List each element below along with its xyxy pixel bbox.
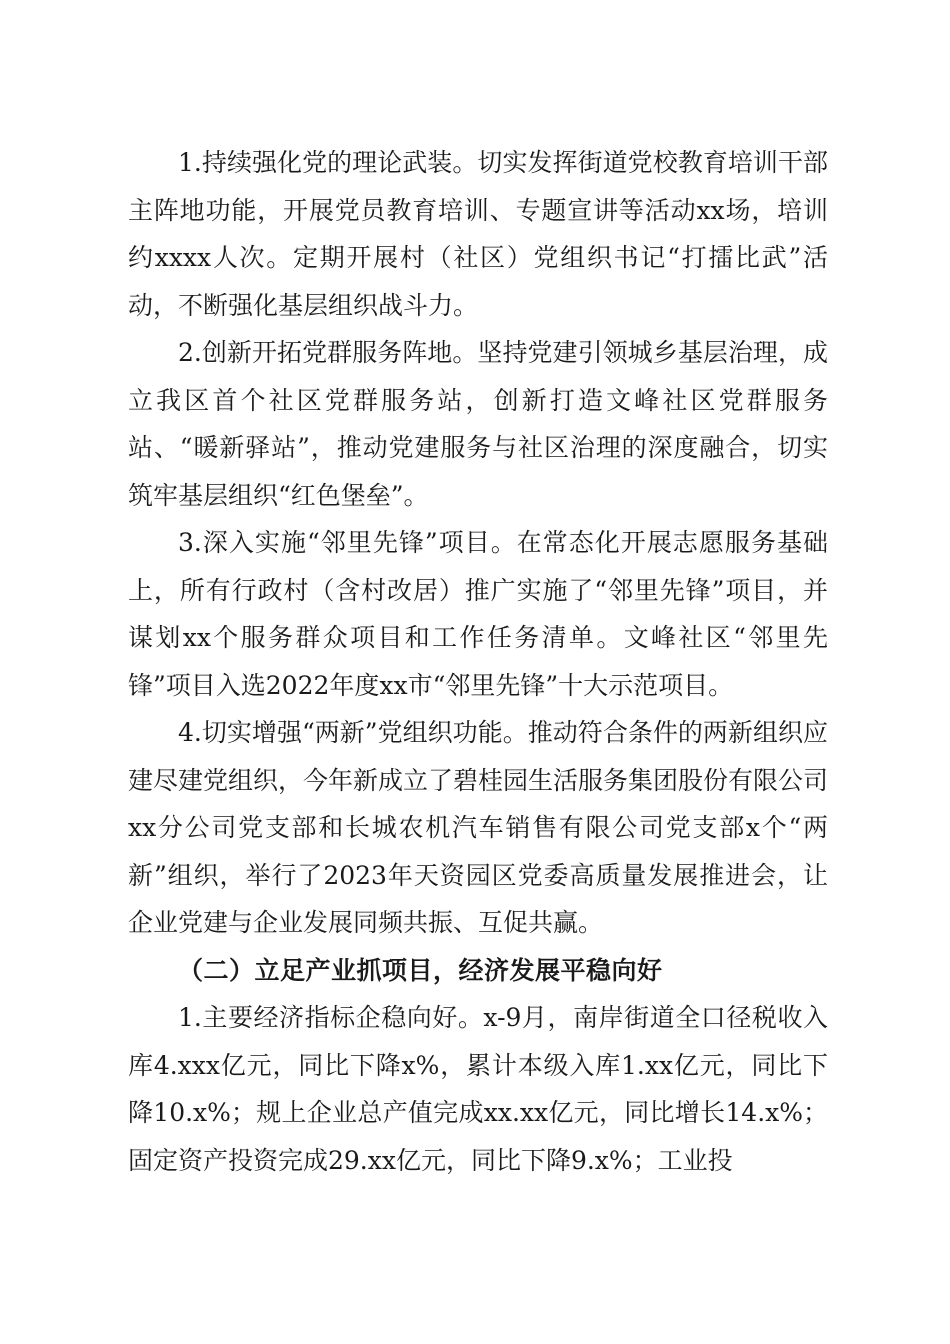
paragraph-two-new-organizations: 4.切实增强“两新”党组织功能。推动符合条件的两新组织应建尽建党组织，今年新成立了碧桂园生活服务集团股份有限公司xx分公司党支部和长城农机汽车销售有限公司党支部x个“两新”组织，举行了2023年天资园区党委高质量发展推进会，让企业党建与企业发展同频共振、互促共赢。 bbox=[128, 718, 829, 937]
paragraph-party-theory: 1.持续强化党的理论武装。切实发挥街道党校教育培训干部主阵地功能，开展党员教育培训、专题宣讲等活动xx场，培训约xxxx人次。定期开展村（社区）党组织书记“打擂比武”活动，不断强化基层组织战斗力。 bbox=[128, 148, 828, 320]
document-body bbox=[128, 139, 828, 1184]
paragraph-economic-indicators: 1.主要经济指标企稳向好。x-9月，南岸街道全口径税收入库4.xxx亿元，同比下降x%，累计本级入库1.xx亿元，同比下降10.x%；规上企业总产值完成xx.xx亿元，同比增长14.x%；固定资产投资完成29.xx亿元，同比下降9.x%；工业投 bbox=[128, 1003, 828, 1175]
section-heading: （二）立足产业抓项目，经济发展平稳向好 bbox=[178, 955, 663, 985]
paragraph-service-stations: 2.创新开拓党群服务阵地。坚持党建引领城乡基层治理，成立我区首个社区党群服务站，创新打造文峰社区党群服务站、“暖新驿站”，推动党建服务与社区治理的深度融合，切实筑牢基层组织“红色堡垒”。 bbox=[128, 338, 828, 510]
paragraph-neighborhood-pioneer: 3.深入实施“邻里先锋”项目。在常态化开展志愿服务基础上，所有行政村（含村改居）推广实施了“邻里先锋”项目，并谋划xx个服务群众项目和工作任务清单。文峰社区“邻里先锋”项目入选2022年度xx市“邻里先锋”十大示范项目。 bbox=[128, 528, 828, 700]
